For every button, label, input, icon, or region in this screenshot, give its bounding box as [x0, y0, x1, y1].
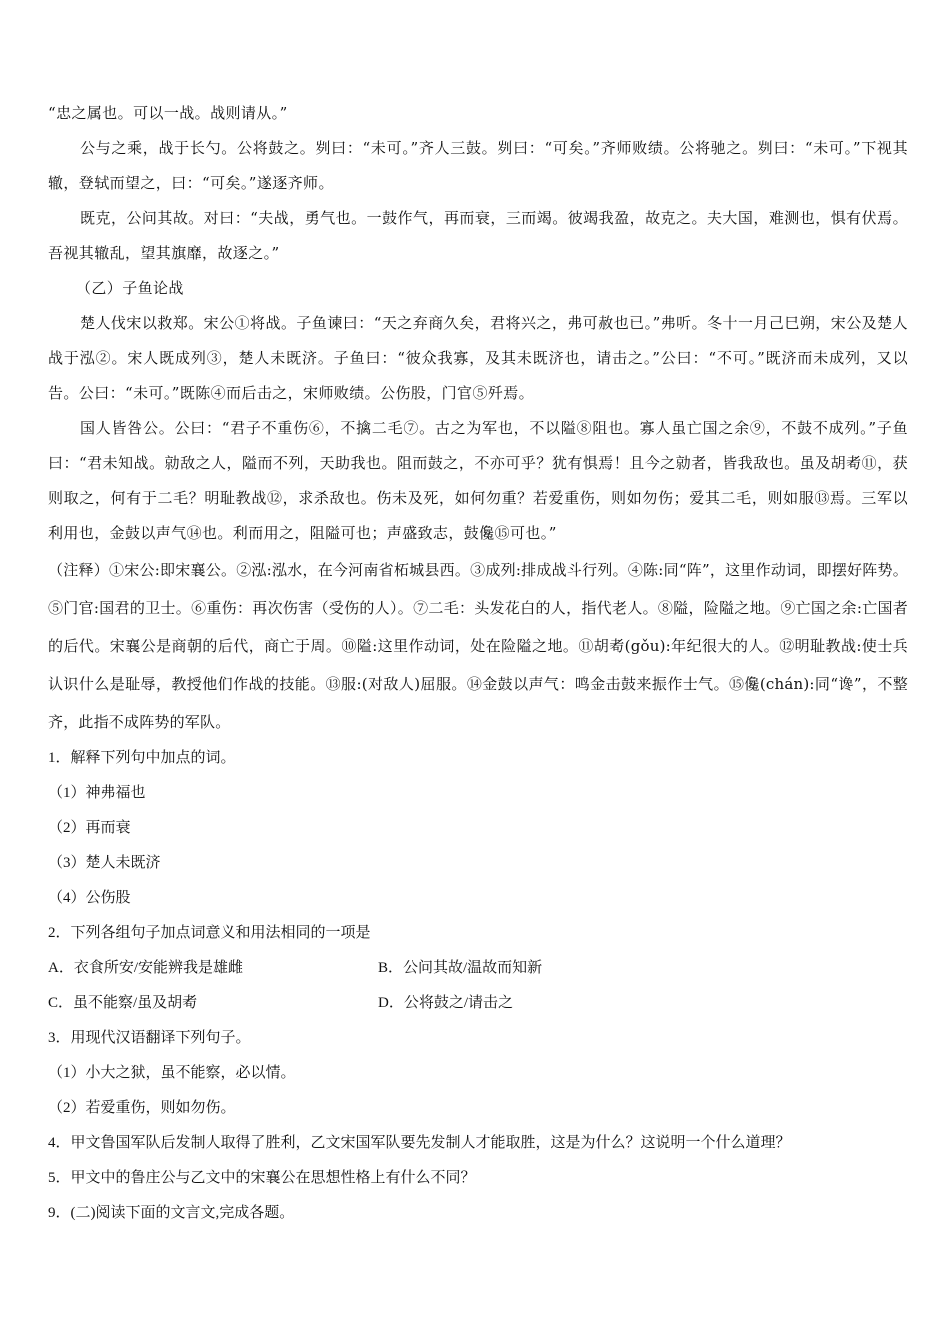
document-page — [48, 96, 908, 1231]
passage-b-paragraph-1: 楚人伐宋以救郑。宋公①将战。子鱼谏曰：“天之弃商久矣，君将兴之，弗可赦也已。”弗听。冬十一月己巳朔，宋公及楚人战于泓②。宋人既成列③，楚人未既济。子鱼曰：“彼众我寡，及其未既济也，请击之。”公曰：“不可。”既济而未成列，又以告。公曰：“未可。”既陈④而后击之，宋师败绩。公伤股，门官⑤歼焉。 — [48, 314, 908, 402]
passage-a-paragraph-1: 公与之乘，战于长勺。公将鼓之。刿曰：“未可。”齐人三鼓。刿曰：“可矣。”齐师败绩。公将驰之。刿曰：“未可。”下视其辙，登轼而望之，曰：“可矣。”遂逐齐师。 — [48, 139, 908, 192]
question-1-item: （2）再而衰 — [48, 820, 131, 836]
question-4: 4．甲文鲁国军队后发制人取得了胜利，乙文宋国军队要先发制人才能取胜，这是为什么？这说明一个什么道理？ — [48, 1135, 791, 1151]
passage-a-paragraph-2: 既克，公问其故。对曰：“夫战，勇气也。一鼓作气，再而衰，三而竭。彼竭我盈，故克之。夫大国，难测也，惧有伏焉。吾视其辙乱，望其旗靡，故逐之。” — [48, 209, 908, 262]
question-9: 9．(二)阅读下面的文言文,完成各题。 — [48, 1205, 295, 1221]
question-3-item: （1）小大之狱，虽不能察，必以情。 — [48, 1065, 296, 1081]
option-b: B．公问其故/温故而知新 — [378, 960, 543, 976]
passage-b-paragraph-2: 国人皆咎公。公曰：“君子不重伤⑥，不擒二毛⑦。古之为军也，不以隘⑧阻也。寡人虽亡国之余⑨，不鼓不成列。”子鱼曰：“君未知战。勍敌之人，隘而不列，天助我也。阻而鼓之，不亦可乎？犹有惧焉！且今之勍者，皆我敌也。虽及胡耇⑪，获则取之，何有于二毛？明耻教战⑫，求杀敌也。伤未及死，如何勿重？若爱重伤，则如勿伤；爱其二毛，则如服⑬焉。三军以利用也，金鼓以声气⑭也。利而用之，阻隘可也；声盛致志，鼓儳⑮可也。” — [48, 419, 908, 542]
option-c: C．虽不能察/虽及胡耇 — [48, 995, 198, 1011]
question-2-options-row — [48, 986, 908, 1021]
option-d: D．公将鼓之/请击之 — [378, 995, 514, 1011]
question-2: 2．下列各组句子加点词意义和用法相同的一项是 — [48, 925, 371, 941]
question-1-item: （3）楚人未既济 — [48, 855, 161, 871]
annotations: （注释）①宋公:即宋襄公。②泓:泓水，在今河南省柘城县西。③成列:排成战斗行列。④陈:同“阵”，这里作动词，即摆好阵势。⑤门官:国君的卫士。⑥重伤：再次伤害（受伤的人）。⑦二毛：头发花白的人，指代老人。⑧隘，险隘之地。⑨亡国之余:亡国者的后代。宋襄公是商朝的后代，商亡于周。⑩隘:这里作动词，处在险隘之地。⑪胡耇(gǒu):年纪很大的人。⑫明耻教战:使士兵认识什么是耻辱，教授他们作战的技能。⑬服:(对敌人)屈服。⑭金鼓以声气：鸣金击鼓来振作士气。⑮儳(chán):同“谗”，不整齐，此指不成阵势的军队。 — [48, 561, 908, 731]
question-1-item: （4）公伤股 — [48, 890, 131, 906]
option-a: A．衣食所安/安能辨我是雄雌 — [48, 960, 244, 976]
question-3: 3．用现代汉语翻译下列句子。 — [48, 1030, 251, 1046]
question-1-item: （1）神弗福也 — [48, 785, 146, 801]
question-5: 5．甲文中的鲁庄公与乙文中的宋襄公在思想性格上有什么不同？ — [48, 1170, 476, 1186]
question-2-options-row — [48, 951, 908, 986]
question-3-item: （2）若爱重伤，则如勿伤。 — [48, 1100, 236, 1116]
passage-a-quote-line: “忠之属也。可以一战。战则请从。” — [48, 104, 288, 122]
passage-b-title: （乙）子鱼论战 — [76, 279, 184, 297]
question-1: 1．解释下列句中加点的词。 — [48, 750, 236, 766]
